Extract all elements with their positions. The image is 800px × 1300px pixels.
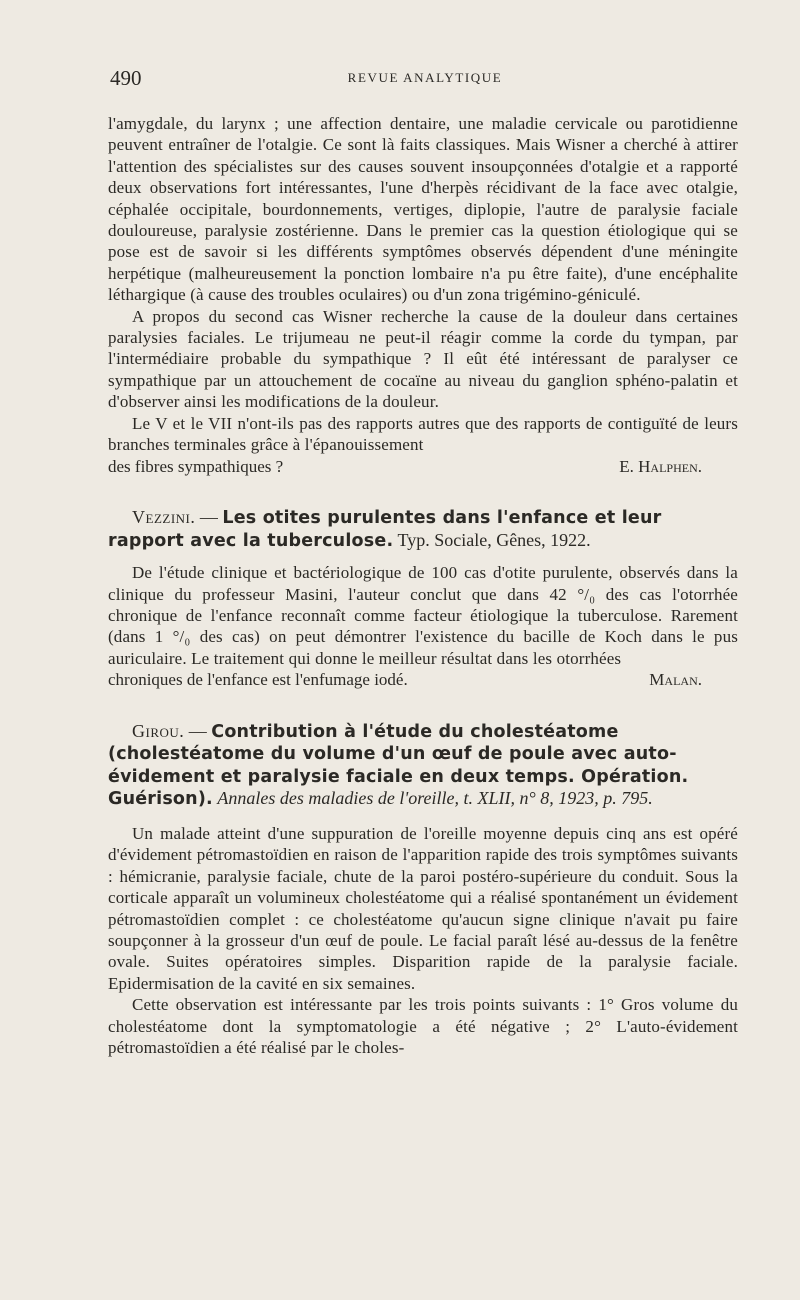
page-number: 490 xyxy=(110,66,142,90)
paragraph: Cette observation est intéressante par les trois points suivants : 1° Gros volume du cholestéatome dont la symptomatologie a été négative ; 2° L'auto-évidement pétromastoïdien a été réalisé par le choles- xyxy=(108,995,738,1057)
heading-dash: — xyxy=(195,506,223,527)
signature-line xyxy=(108,669,738,690)
paragraph: Un malade atteint d'une suppuration de l'oreille moyenne depuis cinq ans est opéré d'évidement pétromastoïdien en raison de l'apparition rapide des trois symptômes suivants : hémicranie, paralysie faciale, chute de la paroi postéro-supérieure du conduit. Sous la corticale apparaît un volumineux cholestéatome qui a réalisé spontanément un évidement pétromastoïdien complet : ce cholestéatome qu'aucun signe clinique n'avait pu faire soupçonner à la grosseur d'un œuf de poule. Le facial paraît lésé au-dessus de la fenêtre ovale. Suites opératoires simples. Disparition rapide de la paralysie faciale. Epidermisation de la cavité en six semaines. xyxy=(108,823,738,993)
closing-line: chroniques de l'enfance est l'enfumage iodé. xyxy=(108,670,408,690)
running-title: REVUE ANALYTIQUE xyxy=(347,70,503,85)
article-title: Contribution à l'étude du cholestéatome (cholestéatome du volume d'un œuf de poule avec auto-évidement et paralysie faciale en deux temps. Opération. Guérison). xyxy=(108,721,689,810)
review-author: Girou. xyxy=(132,720,185,741)
review-author: Vezzini. xyxy=(132,506,196,527)
author-signature: Malan. xyxy=(649,670,702,690)
review-heading xyxy=(108,507,738,552)
page-body xyxy=(108,113,738,1058)
signature-line xyxy=(108,456,738,477)
article-title: Les otites purulentes dans l'enfance et leur rapport avec la tuberculose. xyxy=(108,507,662,551)
heading-dash: — xyxy=(184,720,212,741)
paragraph: l'amygdale, du larynx ; une affection dentaire, une maladie cervicale ou parotidienne peuvent entraîner de l'otalgie. Ce sont là faits classiques. Mais Wisner a cherché à attirer l'attention des spécialistes sur des causes souvent insoupçonnées d'otalgie et a rapporté deux observations fort intéressantes, l'une d'herpès récidivant de la face avec otalgie, céphalée occipitale, bourdonnements, vertiges, diplopie, l'autre de paralysie faciale douloureuse, paralysie zostérienne. Dans le premier cas la question étiologique qui se pose est de savoir si les différents symptômes observés dépendent d'une méningite herpétique (malheureusement la ponction lombaire n'a pu être faite), d'une encéphalite léthargique (à cause des troubles oculaires) ou d'un zona trigémino-géniculé. xyxy=(108,114,738,305)
paragraph: Le V et le VII n'ont-ils pas des rapports autres que des rapports de contiguïté de leurs branches terminales grâce à l'épanouissement xyxy=(108,413,738,455)
author-signature: E. Halphen. xyxy=(619,456,702,476)
review-heading xyxy=(108,721,738,811)
article-source: Annales des maladies de l'oreille, t. XLII, n° 8, 1923, p. 795. xyxy=(217,788,653,809)
closing-line: des fibres sympathiques ? xyxy=(108,456,284,476)
page-header xyxy=(110,66,740,94)
article-source: Typ. Sociale, Gênes, 1922. xyxy=(393,529,591,550)
paragraph: A propos du second cas Wisner recherche la cause de la douleur dans certaines paralysies faciales. Le trijumeau ne peut-il réagir comme la corde du tympan, par l'intermédiaire probable du sympathique ? Il eût été intéressant de paralyser ce sympathique par un attouchement de cocaïne au niveau du ganglion sphéno-palatin et d'observer ainsi les modifications de la douleur. xyxy=(108,306,738,412)
paragraph: De l'étude clinique et bactériologique de 100 cas d'otite purulente, observés dans la clinique du professeur Masini, l'auteur conclut que dans 42 °/₀ des cas l'otorrhée chronique de l'enfance reconnaît comme facteur étiologique la tuberculose. Rarement (dans 1 °/₀ des cas) on peut démontrer l'existence du bacille de Koch dans le pus auriculaire. Le traitement qui donne le meilleur résultat dans les otorrhées xyxy=(108,563,738,668)
